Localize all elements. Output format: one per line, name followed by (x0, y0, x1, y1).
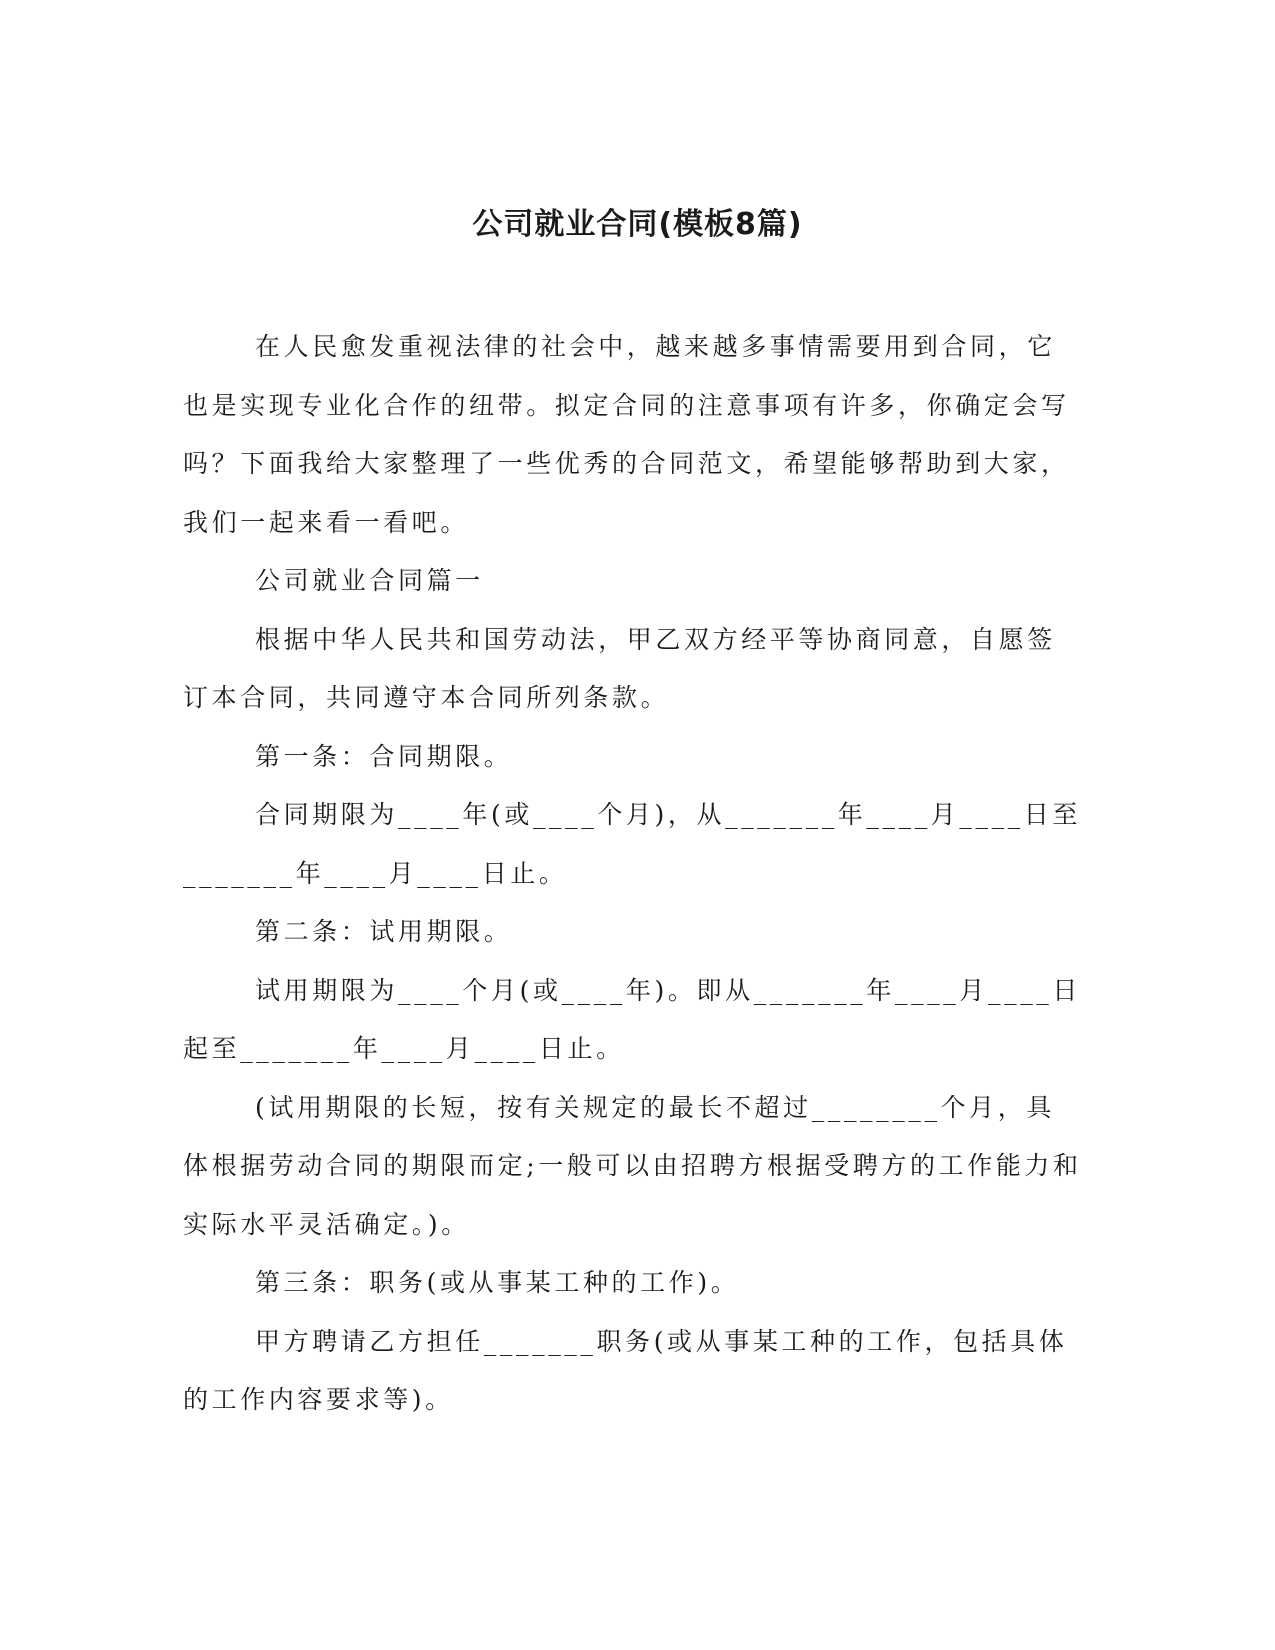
note-paragraph: (试用期限的长短，按有关规定的最长不超过________个月，具体根据劳动合同的期限而定;一般可以由招聘方根据受聘方的工作能力和实际水平灵活确定。)。 (183, 1092, 1082, 1239)
article-paragraph: 合同期限为____年(或____个月)，从_______年____月____日至_______年____月____日止。 (183, 800, 1082, 888)
preamble-paragraph: 根据中华人民共和国劳动法，甲乙双方经平等协商同意，自愿签订本合同，共同遵守本合同所列条款。 (183, 624, 1056, 712)
section-heading: 公司就业合同篇一 (255, 566, 484, 595)
article-heading: 第一条：合同期限。 (255, 741, 513, 771)
article-heading: 第二条：试用期限。 (255, 917, 513, 946)
intro-paragraph: 在人民愈发重视法律的社会中，越来越多事情需要用到合同，它也是实现专业化合作的纽带。拟定合同的注意事项有许多，你确定会写吗？下面我给大家整理了一些优秀的合同范文，希望能够帮助到大家，我们一起来看一看吧。 (183, 332, 1070, 537)
document-title: 公司就业合同(模板8篇) (472, 207, 803, 242)
article-heading: 第三条：职务(或从事某工种的工作)。 (255, 1268, 740, 1297)
document-body (183, 318, 1083, 1430)
article-paragraph: 试用期限为____个月(或____年)。即从_______年____月____日起至_______年____月____日止。 (183, 975, 1082, 1063)
article-paragraph: 甲方聘请乙方担任_______职务(或从事某工种的工作，包括具体的工作内容要求等)。 (183, 1326, 1068, 1414)
